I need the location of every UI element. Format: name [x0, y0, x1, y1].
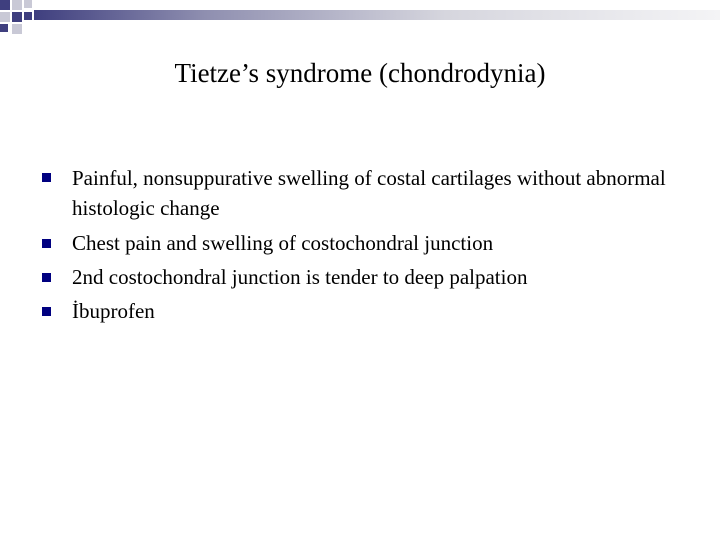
square-bullet-icon — [42, 239, 51, 248]
square-bullet-icon — [42, 307, 51, 316]
square-bullet-icon — [42, 273, 51, 282]
bullet-text: İbuprofen — [72, 299, 155, 323]
bullet-text: Chest pain and swelling of costochondral junction — [72, 231, 494, 255]
slide-title: Tietze’s syndrome (chondrodynia) — [174, 58, 546, 88]
bullet-item — [0, 297, 720, 325]
bullet-item — [0, 229, 720, 257]
bullet-item — [0, 263, 720, 291]
square-bullet-icon — [42, 173, 51, 182]
bullet-item — [0, 163, 720, 223]
bullet-text: 2nd costochondral junction is tender to deep palpation — [72, 265, 528, 289]
bullet-list — [0, 163, 720, 331]
bullet-text: Painful, nonsuppurative swelling of costal cartilages without abnormal histologic change — [72, 166, 666, 220]
header-decoration — [0, 0, 720, 40]
